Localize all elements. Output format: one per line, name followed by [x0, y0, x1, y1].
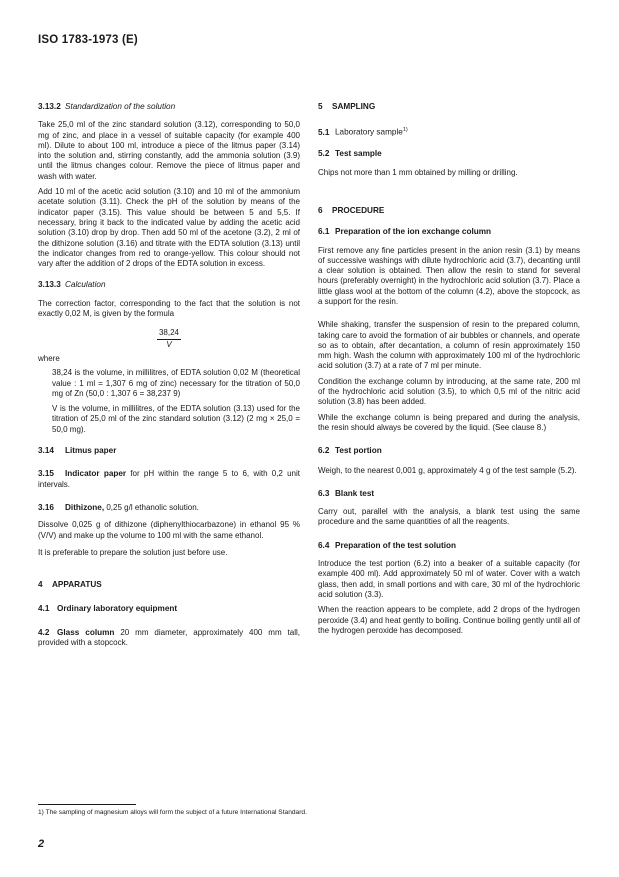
heading-3-13-3: 3.13.3 Calculation	[38, 280, 106, 290]
heading-6-1: 6.1 Preparation of the ion exchange column	[318, 227, 492, 237]
footnote-ref: 1)	[402, 127, 408, 134]
paragraph: Condition the exchange column by introducing, at the same rate, 200 ml of the hydrochloric acid solution (3.5), to which 0,5 ml of the nitric acid solution (3.8) has been added.	[318, 376, 580, 407]
formula-denominator: V	[166, 339, 172, 349]
paragraph: Add 10 ml of the acetic acid solution (3.10) and 10 ml of the ammonium acetate solution (3.11). Check the pH of the solution by means of the indicator paper (3.15). This value should be between 5 and 5,5. If necessary, bring it back to the indicated value by adding the acetic acid solution (3.10) drop by drop. Then add 50 ml of the acetone (3.2), 2 ml of the dithizone solution (3.16) and titrate with the EDTA solution (3.13) until the indicator changes from red to orange-yellow. This colour should not vary after the addition of 2 drops of the EDTA solution in excess.	[38, 187, 300, 269]
heading-6-4: 6.4 Preparation of the test solution	[318, 540, 457, 550]
paragraph: It is preferable to prepare the solution just before use.	[38, 547, 228, 557]
document-header: ISO 1783-1973 (E)	[38, 34, 138, 46]
footnote: 1) The sampling of magnesium alloys will form the subject of a future International Standard.	[38, 809, 307, 816]
paragraph: While the exchange column is being prepared and during the analysis, the resin should always be covered by the liquid. (See clause 8.)	[318, 412, 580, 432]
heading-3-13-2: 3.13.2 Standardization of the solution	[38, 102, 176, 111]
heading-4: 4 APPARATUS	[38, 580, 102, 590]
paragraph: Carry out, parallel with the analysis, a blank test using the same procedure and the same quantities of all the reagents.	[318, 507, 580, 527]
heading-5: 5 SAMPLING	[318, 102, 376, 111]
paragraph: Weigh, to the nearest 0,001 g, approximately 4 g of the test sample (5.2).	[318, 465, 577, 475]
formula	[38, 328, 300, 350]
definition: V is the volume, in millilitres, of the EDTA solution (3.13) used for the titration of 25,0 ml of the zinc standard solution (3.12) (2 mg × 25,0 = 50,0 mg).	[52, 404, 300, 434]
heading-3-14: 3.14 Litmus paper	[38, 446, 117, 456]
where-label: where	[38, 353, 60, 363]
heading-6-3: 6.3 Blank test	[318, 488, 375, 498]
heading-5-2: 5.2 Test sample	[318, 149, 382, 159]
paragraph: When the reaction appears to be complete, add 2 drops of the hydrogen peroxide (3.4) and heat gently to boiling. Continue boiling gently until all of the hydrogen peroxide has decomposed.	[318, 605, 580, 635]
paragraph: First remove any fine particles present in the anion resin (3.1) by means of successive washings with dilute hydrochloric acid (3.7), decanting until a clear solution is obtained. Then allow the resin to stand for several hours (preferably overnight) in the hydrochloric acid solution (3.7). Place a little glass wool at the bottom of the column (4.2), above the stopcock, as a support for the resin.	[318, 245, 580, 306]
paragraph: Take 25,0 ml of the zinc standard solution (3.12), corresponding to 50,0 mg of zinc, and place in a vessel of suitable capacity (for example 400 ml). Dilute to about 100 ml, introduce a piece of the litmus paper (3.14) into the solution and, stirring constantly, add the ammonia solution (3.9) until the litmus changes colour. Remove the piece of litmus paper and wash with water.	[38, 120, 300, 181]
paragraph-4-2: 4.2 Glass column 20 mm diameter, approximately 400 mm tall, provided with a stopcock.	[38, 627, 300, 647]
paragraph: The correction factor, corresponding to the fact that the solution is not exactly 0,02 M, is given by the formula	[38, 298, 300, 319]
formula-numerator: 38,24	[157, 328, 181, 339]
heading-5-1: 5.1 Laboratory sample$^{1)}$	[318, 127, 408, 138]
heading-4-1: 4.1 Ordinary laboratory equipment	[38, 604, 178, 614]
definition: 38,24 is the volume, in millilitres, of EDTA solution 0,02 M (theoretical value : 1 ml = 1,307 6 mg of zinc) necessary for the titration of 50,0 mg of Zn (50,0 : 1,307 6 = 38,237 9)	[52, 368, 300, 398]
heading-3-16: 3.16 Dithizone, 0,25 g/l ethanolic solution.	[38, 502, 199, 512]
right-column	[318, 102, 580, 636]
paragraph-3-15: 3.15 Indicator paper for pH within the range 5 to 6, with 0,2 unit intervals.	[38, 469, 300, 489]
paragraph: Introduce the test portion (6.2) into a beaker of a suitable capacity (for example 400 ml). Add approximately 50 ml of water. Cover with a watch glass, then add, in small portions and with care, 30 ml of the hydrochloric acid solution (3.3).	[318, 559, 580, 599]
page-number: 2	[38, 838, 45, 850]
left-column	[38, 102, 300, 648]
heading-6-2: 6.2 Test portion	[318, 446, 382, 456]
paragraph: While shaking, transfer the suspension of resin to the prepared column, taking care to avoid the formation of air bubbles or channels, and operate so as to obtain, after decantation, a column of resin approximately 150 mm high. Wash the column with approximately 100 ml of the hydrochloric acid solution (3.7) at a rate of 7 ml per minute.	[318, 320, 580, 371]
footnote-divider	[38, 804, 136, 805]
paragraph: Chips not more than 1 mm obtained by milling or drilling.	[318, 167, 518, 177]
paragraph: Dissolve 0,025 g of dithizone (diphenylthiocarbazone) in ethanol 95 % (V/V) and make up the volume to 100 ml with the same ethanol.	[38, 520, 300, 540]
heading-6: 6 PROCEDURE	[318, 205, 385, 215]
